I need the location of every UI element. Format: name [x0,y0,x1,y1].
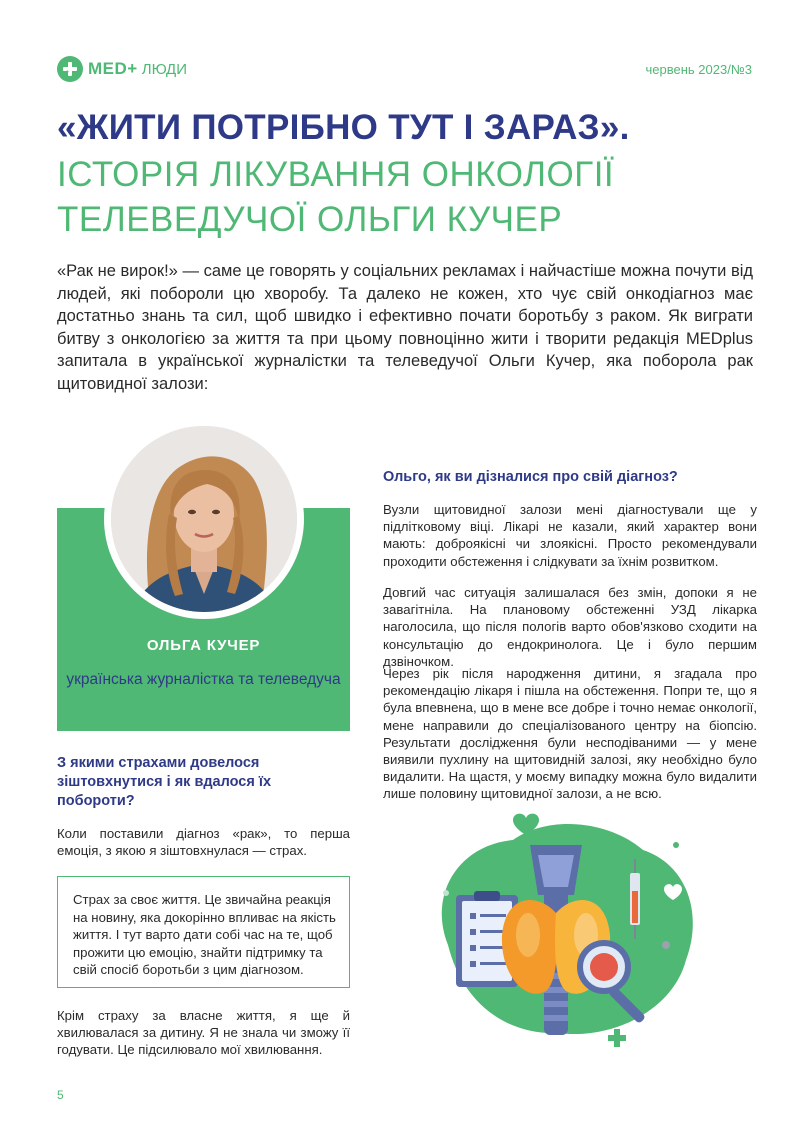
portrait-photo [111,426,297,612]
thyroid-illustration [418,795,718,1055]
logo-med-text: MED+ [88,59,138,78]
question-fears: З якими страхами довелося зіштовхнутися і як вдалося їх побороти? [57,755,272,809]
page-number: 5 [57,1088,64,1102]
answer-paragraph: Довгий час ситуація залишалася без змін, допоки я не завагітніла. На плановому обстеженні УЗД лікарка наголосила, що після пологів варто обов'язково сходити на консультацію до ендокринолога. Це і було першим дзвіночком. [383,585,757,669]
logo-section-text: ЛЮДИ [141,60,187,78]
page-header [57,56,752,84]
article-lead: «Рак не вирок!» — саме це говорять у соціальних рекламах і найчастіше можна почути від людей, які побороли цю хворобу. Та далеко не кожен, хто чує свій онкодіагноз має достатньо знань та сил, щоб швидко і ефективно почати боротьбу з раком. Як виграти битву з онкологією за життя та при цьому повноцінно жити і творити редакція MEDplus запитала в української журналістки та телеведучої Ольги Кучер, яка поборола рак щитовидної залози: [57,262,753,393]
answer-paragraph: Крім страху за власне життя, я ще й хвилювалася за дитину. Я не знала чи зможу її годувати. Це підсилювало мої хвилювання. [57,1008,350,1058]
article-subtitle: ІСТОРІЯ ЛІКУВАННЯ ОНКОЛОГІЇ ТЕЛЕВЕДУЧОЇ ОЛЬГИ КУЧЕР [57,155,615,239]
medical-cross-icon [57,56,83,82]
article-title: «ЖИТИ ПОТРІБНО ТУТ І ЗАРАЗ». [57,108,630,147]
answer-paragraph: Коли поставили діагноз «рак», то перша емоція, з якою я зіштовхнулася — страх. [57,826,350,859]
answer-paragraph: Вузли щитовидної залози мені діагностували ще у підлітковому віці. Лікарі не казали, який характер вони мають: доброякісні чи злоякісні. Просто рекомендували проходити обстеження і слідкувати за їхнім розвитком. [383,502,757,569]
profile-role: українська журналістка та телеведуча [66,671,341,688]
answer-paragraph: Через рік після народження дитини, я згадала про рекомендацію лікаря і пішла на обстеження. Попри те, що я була впевнена, що в мене все добре і точно немає онкології, мене направили до спеціалізованого центру на біопсію. Результати дослідження були несподіваними — у мене виявили пухлину на щитовидній залозі, яку необхідно було видалити. На щастя, у моєму випадку можна було видалити лише половину щитовидної залози, а не всю. [383,666,757,802]
issue-date: червень 2023/№3 [645,62,752,77]
question-diagnosis: Ольго, як ви дізналися про свій діагноз? [383,469,678,485]
profile-name: ОЛЬГА КУЧЕР [146,637,261,654]
quote-text: Страх за своє життя. Це звичайна реакція на новину, яка докорінно впливає на якість життя. І тут варто дати собі час на те, щоб прожити цю емоцію, знайти підтримку та свій спосіб боротьби з цим діагнозом. [73,892,336,978]
medplus-logo [57,56,187,82]
